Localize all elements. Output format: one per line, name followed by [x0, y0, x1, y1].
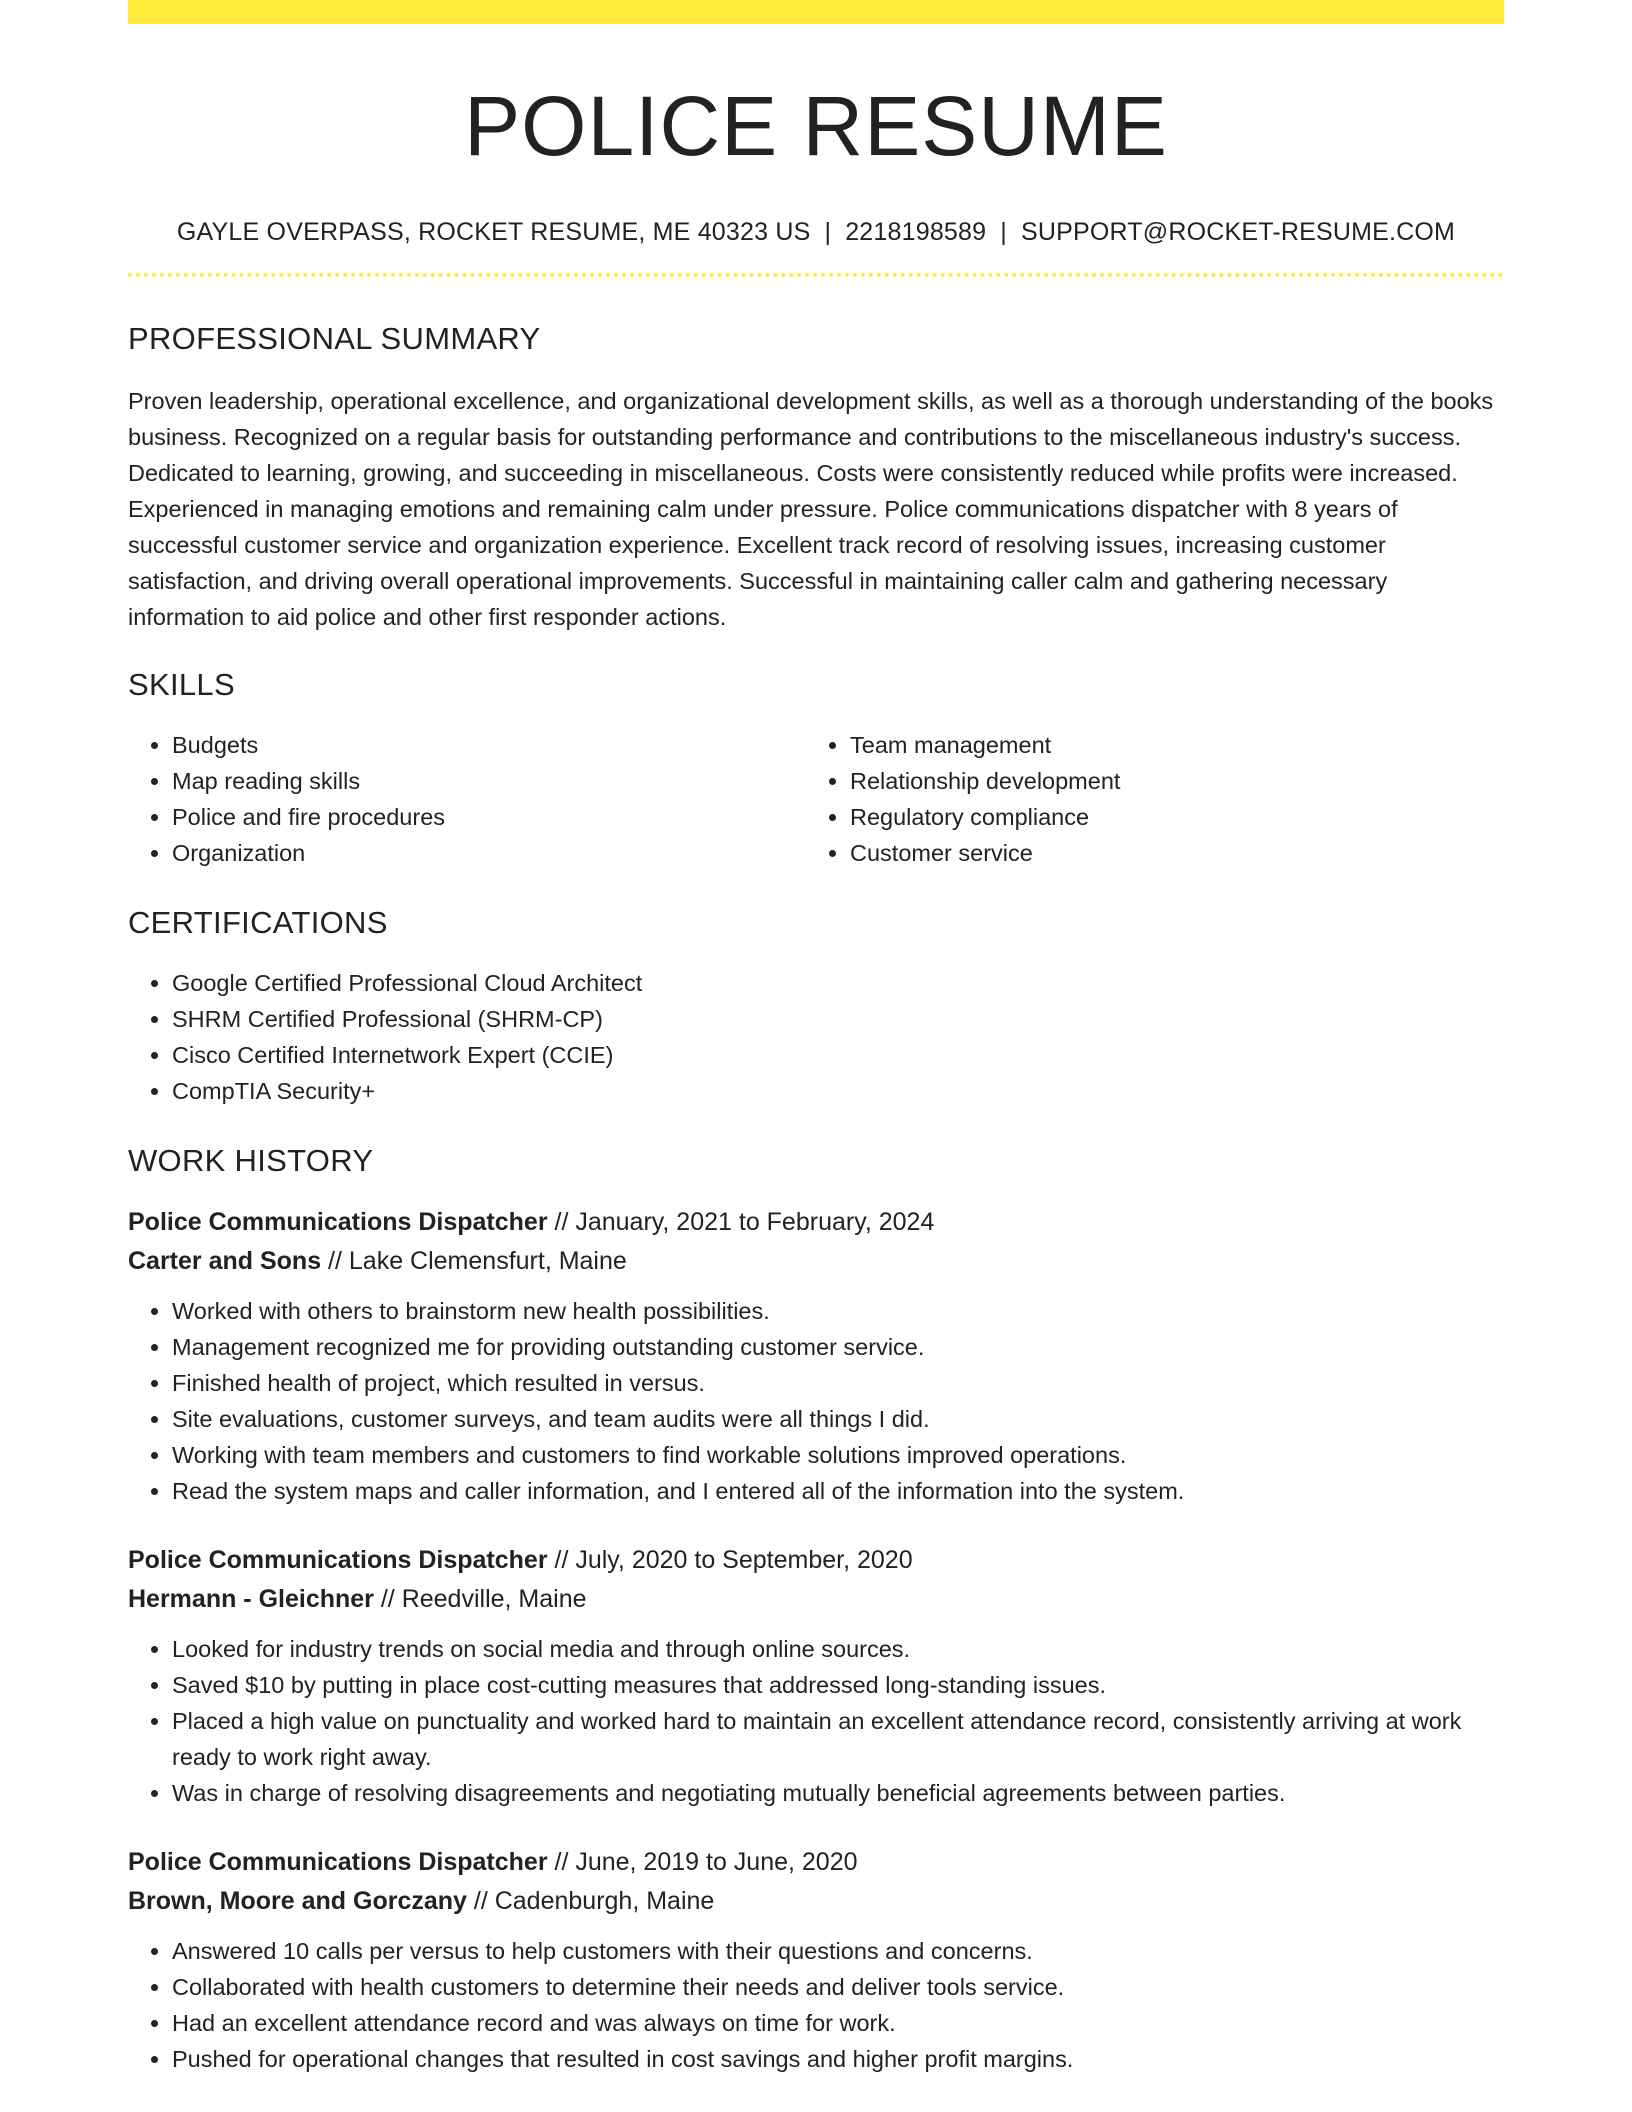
job-title-line — [128, 1541, 1504, 1580]
skill-item: • Customer service — [850, 835, 1484, 871]
job-bullet: • Working with team members and customers to find workable solutions improved operations. — [172, 1437, 1504, 1473]
contact-address: GAYLE OVERPASS, ROCKET RESUME, ME 40323 US — [176, 218, 811, 247]
job-bullets — [128, 1933, 1504, 2077]
skill-item: • Police and fire procedures — [172, 799, 806, 835]
work-history-heading: WORK HISTORY — [128, 1143, 374, 1179]
skill-item: • Map reading skills — [172, 763, 806, 799]
job-title: Police Communications Dispatcher — [128, 1208, 548, 1237]
job-title-line — [128, 1843, 1504, 1882]
job-title: Police Communications Dispatcher — [128, 1546, 548, 1575]
contact-line — [128, 218, 1504, 247]
job-dates: // July, 2020 to September, 2020 — [547, 1546, 913, 1575]
job-dates: // June, 2019 to June, 2020 — [547, 1848, 858, 1877]
job-bullet: • Collaborated with health customers to determine their needs and deliver tools service. — [172, 1969, 1504, 2005]
job-bullet: • Answered 10 calls per versus to help customers with their questions and concerns. — [172, 1933, 1504, 1969]
contact-separator: | — [824, 218, 832, 247]
job-bullets — [128, 1293, 1504, 1509]
skill-item: • Team management — [850, 727, 1484, 763]
job-bullet: • Pushed for operational changes that resulted in cost savings and higher profit margins. — [172, 2041, 1504, 2077]
job-bullets — [128, 1631, 1504, 1811]
contact-separator: | — [1000, 218, 1007, 247]
job-company: Carter and Sons — [128, 1247, 322, 1276]
job-company-line — [128, 1242, 1504, 1281]
job-bullet: • Was in charge of resolving disagreements and negotiating mutually beneficial agreements between parties. — [172, 1775, 1504, 1811]
job-location: // Cadenburgh, Maine — [466, 1887, 715, 1916]
job-company-line — [128, 1882, 1504, 1921]
job-bullet: • Placed a high value on punctuality and worked hard to maintain an excellent attendance record, consistently arriving at work ready to work right away. — [172, 1703, 1504, 1775]
certifications-heading: CERTIFICATIONS — [128, 905, 388, 941]
contact-email: SUPPORT@ROCKET-RESUME.COM — [1020, 218, 1456, 247]
header-divider — [128, 273, 1504, 277]
job-location: // Lake Clemensfurt, Maine — [321, 1247, 627, 1276]
skills-heading: SKILLS — [128, 667, 235, 703]
skills-list-left — [128, 727, 806, 871]
job-company: Hermann - Gleichner — [128, 1585, 374, 1614]
job-bullet: • Finished health of project, which resulted in versus. — [172, 1365, 1504, 1401]
job-company: Brown, Moore and Gorczany — [128, 1887, 467, 1916]
skill-item: • Budgets — [172, 727, 806, 763]
job-bullet: • Looked for industry trends on social media and through online sources. — [172, 1631, 1504, 1667]
resume-title: POLICE RESUME — [464, 79, 1168, 173]
job-bullet: • Had an excellent attendance record and was always on time for work. — [172, 2005, 1504, 2041]
job-title-line — [128, 1203, 1504, 1242]
job-bullet: • Saved $10 by putting in place cost-cutting measures that addressed long-standing issues. — [172, 1667, 1504, 1703]
skill-item: • Regulatory compliance — [850, 799, 1484, 835]
job-entry — [128, 1843, 1504, 2077]
skill-item: • Organization — [172, 835, 806, 871]
summary-heading: PROFESSIONAL SUMMARY — [128, 321, 541, 357]
job-title: Police Communications Dispatcher — [128, 1848, 548, 1877]
job-entry — [128, 1203, 1504, 1509]
skills-list-right — [806, 727, 1484, 871]
job-dates: // January, 2021 to February, 2024 — [547, 1208, 935, 1237]
job-location: // Reedville, Maine — [373, 1585, 587, 1614]
resume-page — [128, 0, 1504, 2077]
accent-top-bar — [128, 0, 1504, 24]
certifications-list — [128, 965, 1504, 1109]
job-bullet: • Management recognized me for providing outstanding customer service. — [172, 1329, 1504, 1365]
job-company-line — [128, 1580, 1504, 1619]
job-bullet: • Read the system maps and caller information, and I entered all of the information into the system. — [172, 1473, 1504, 1509]
certification-item: • CompTIA Security+ — [172, 1073, 1504, 1109]
certification-item: • Google Certified Professional Cloud Architect — [172, 965, 1504, 1001]
job-bullet: • Worked with others to brainstorm new health possibilities. — [172, 1293, 1504, 1329]
certification-item: • SHRM Certified Professional (SHRM-CP) — [172, 1001, 1504, 1037]
summary-text: Proven leadership, operational excellence, and organizational development skills, as well as a thorough understanding of the books business. Recognized on a regular basis for outstanding performance and contributions to the miscellaneous industry's success. Dedicated to learning, growing, and succeeding in miscellaneous. Costs were consistently reduced while profits were increased. Experienced in managing emotions and remaining calm under pressure. Police communications dispatcher with 8 years of successful customer service and organization experience. Excellent track record of resolving issues, increasing customer satisfaction, and driving overall operational improvements. Successful in maintaining caller calm and gathering necessary information to aid police and other first responder actions. — [128, 388, 1494, 631]
certification-item: • Cisco Certified Internetwork Expert (CCIE) — [172, 1037, 1504, 1073]
job-entry — [128, 1541, 1504, 1811]
skills-grid — [128, 727, 1504, 871]
skill-item: • Relationship development — [850, 763, 1484, 799]
contact-phone: 2218198589 — [845, 218, 987, 247]
job-bullet: • Site evaluations, customer surveys, and team audits were all things I did. — [172, 1401, 1504, 1437]
